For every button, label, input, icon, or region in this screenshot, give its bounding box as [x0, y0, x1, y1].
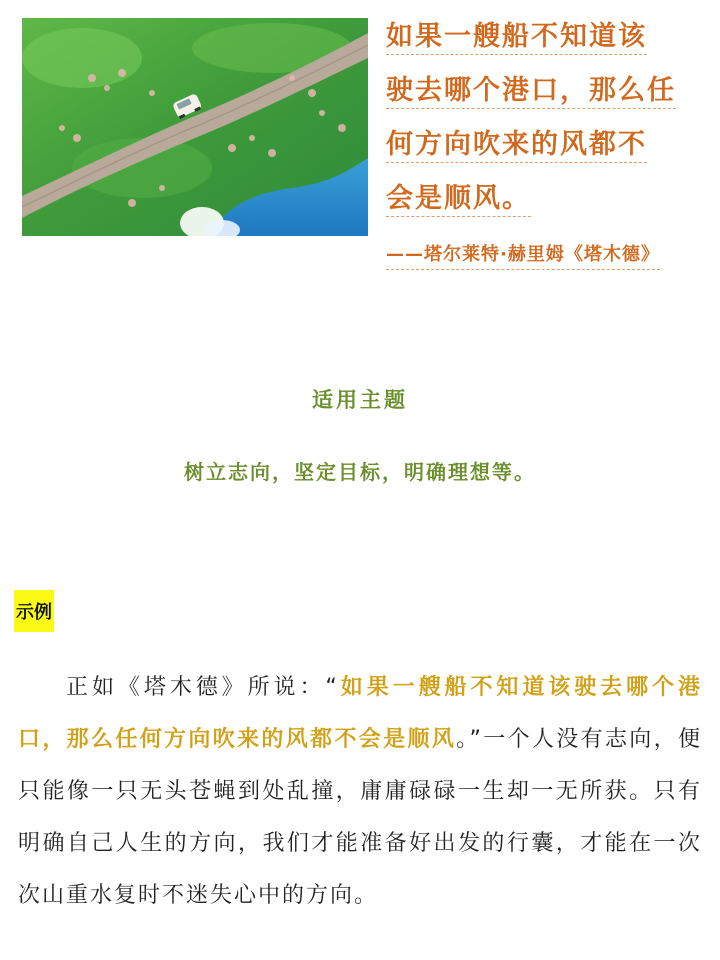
quote-source [386, 240, 716, 266]
theme-heading: 适用主题 [312, 388, 408, 412]
example-rest: 。”一个人没有志向，便只能像一只无头苍蝇到处乱撞，庸庸碌碌一生却一无所获。只有明确自己人生的方向，我们才能准备好出发的行囊，才能在一次次山重水复时不迷失心中的方向。 [18, 727, 702, 908]
quote-line: 如果一艘船不知道该 [386, 21, 647, 55]
quote-source-text: ——塔尔莱特·赫里姆《塔木德》 [386, 244, 660, 270]
example-tag: 示例 [14, 590, 54, 632]
example-lead: 正如《塔木德》所说：“ [66, 675, 339, 700]
example-highlight: 如果一艘船不知道该驶去哪个港口，那么任何方向吹来的风都不会是顺风 [18, 675, 702, 752]
quote-line: 会是顺风。 [386, 183, 531, 217]
example-paragraph [18, 662, 702, 922]
countryside-road-car-illustration [22, 18, 368, 236]
quote-text [386, 10, 711, 226]
quote-line: 何方向吹来的风都不 [386, 129, 647, 163]
hero-illustration [22, 18, 368, 236]
quote-line: 驶去哪个港口，那么任 [386, 75, 676, 109]
quote-block [386, 10, 711, 226]
theme-text: 树立志向，坚定目标，明确理想等。 [184, 460, 536, 484]
